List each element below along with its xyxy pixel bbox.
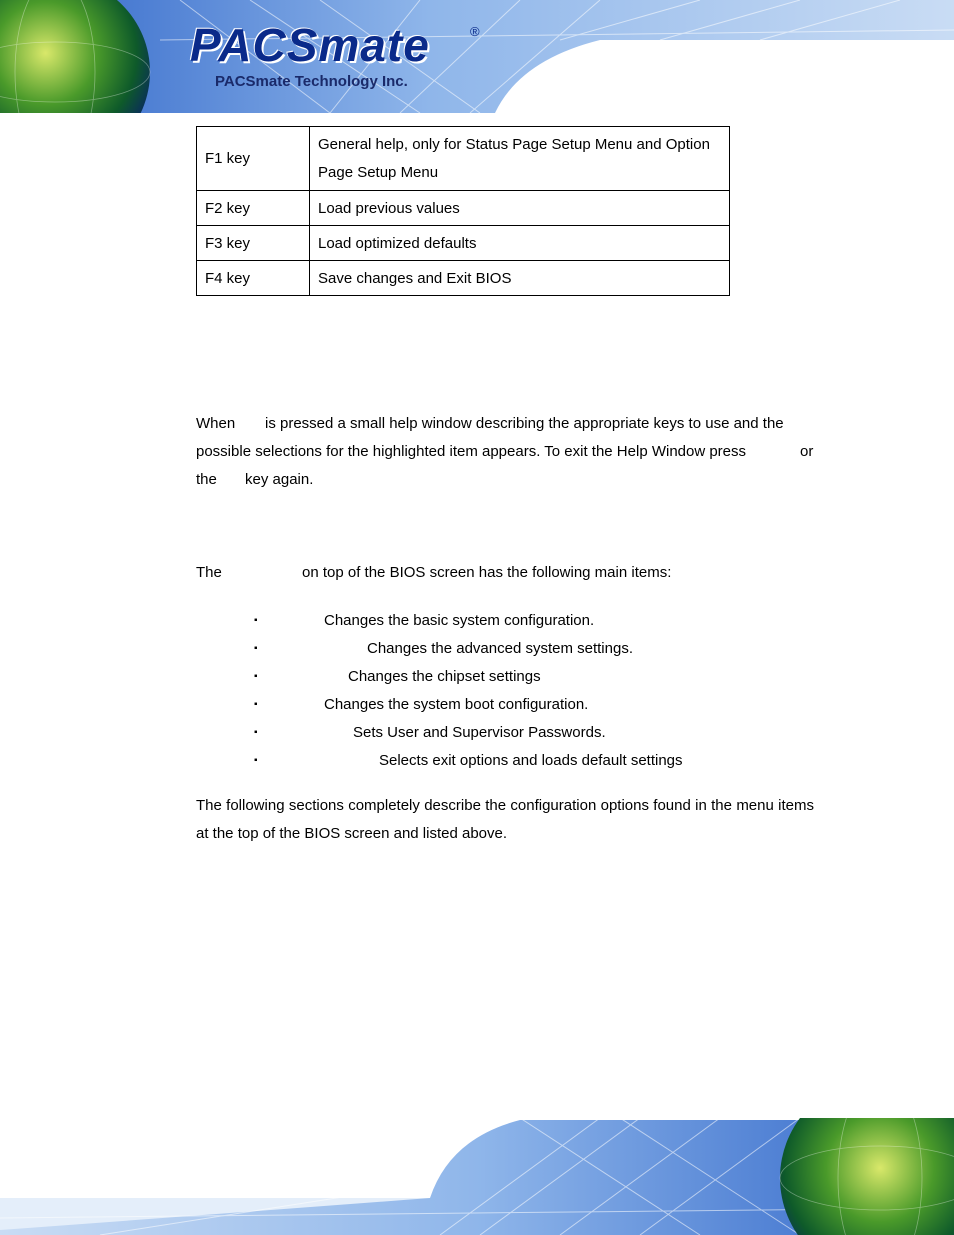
table-row: [197, 127, 730, 191]
header-banner-art: [0, 0, 954, 113]
list-item: Changes the chipset settings: [348, 668, 541, 685]
registered-mark: ®: [470, 24, 480, 39]
list-item: Changes the advanced system settings.: [367, 640, 633, 657]
help-text: possible selections for the highlighted item appears. To exit the Help Window press: [196, 443, 747, 460]
header-banner: [0, 0, 954, 113]
footer-banner: [0, 1118, 954, 1235]
bullet-icon: ▪: [254, 643, 258, 654]
key-cell: F4 key: [197, 261, 310, 296]
description-cell: Load previous values: [310, 191, 730, 226]
help-text: When: [196, 415, 236, 432]
table-row: [197, 226, 730, 261]
key-cell: F3 key: [197, 226, 310, 261]
list-item: Sets User and Supervisor Passwords.: [353, 724, 606, 741]
key-cell: F2 key: [197, 191, 310, 226]
description-cell: Save changes and Exit BIOS: [310, 261, 730, 296]
list-item: Selects exit options and loads default settings: [379, 752, 683, 769]
table-row: [197, 261, 730, 296]
help-text: is pressed a small help window describing the appropriate keys to use and the: [265, 415, 784, 432]
list-item: Changes the system boot configuration.: [324, 696, 589, 713]
intro-text: on top of the BIOS screen has the following main items:: [302, 564, 672, 581]
bullet-icon: ▪: [254, 699, 258, 710]
bullet-icon: ▪: [254, 727, 258, 738]
list-item: Changes the basic system configuration.: [324, 612, 595, 629]
table-row: [197, 191, 730, 226]
function-key-table: [196, 126, 730, 296]
bullet-icon: ▪: [254, 615, 258, 626]
bullet-icon: ▪: [254, 671, 258, 682]
key-cell: F1 key: [197, 127, 310, 191]
company-logo: PACSmate: [190, 19, 430, 71]
help-text: key again.: [245, 471, 314, 488]
company-name: PACSmate Technology Inc.: [215, 73, 408, 90]
bullet-icon: ▪: [254, 755, 258, 766]
description-cell: General help, only for Status Page Setup Menu and Option Page Setup Menu: [310, 127, 730, 191]
help-text: or: [800, 443, 814, 460]
description-cell: Load optimized defaults: [310, 226, 730, 261]
help-text: the: [196, 471, 217, 488]
intro-text: The: [196, 564, 222, 581]
closing-paragraph: The following sections completely describe the configuration options found in the menu items at the top of the BIOS screen and listed above.: [196, 797, 814, 842]
footer-banner-art: [0, 1118, 954, 1235]
